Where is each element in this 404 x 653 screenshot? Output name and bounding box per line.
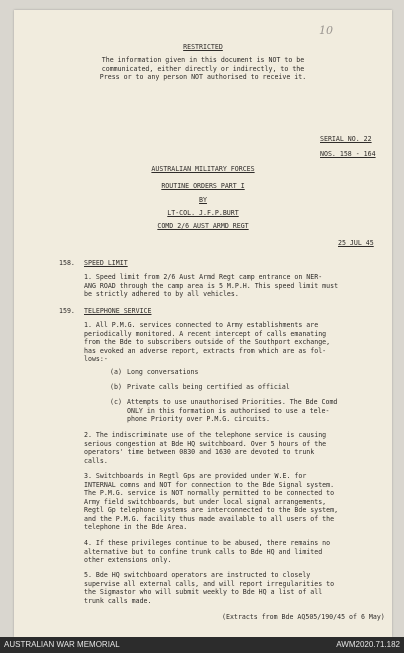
extract-note: (Extracts from Bde AQ505/190/45 of 6 May)	[222, 613, 385, 621]
classification-heading: RESTRICTED	[183, 43, 223, 51]
orders-title: ROUTINE ORDERS PART I	[161, 182, 245, 190]
serial-number: SERIAL NO. 22	[320, 135, 372, 143]
item-c-label: (c)	[110, 398, 122, 406]
para3-line-6: and the P.M.G. facility thus made available to all users of the	[84, 514, 335, 523]
document-page	[14, 10, 392, 637]
para4-line-1: 4. If these privileges continue to be abused, there remains no	[84, 539, 331, 547]
item-c-line-1: Attempts to use unauthorised Priorities. The Bde Comd	[127, 398, 338, 406]
force-heading: AUSTRALIAN MILITARY FORCES	[151, 165, 255, 173]
item-a-label: (a)	[110, 368, 122, 376]
para1-line-3: from the Bde to subscribers outside of the Southport exchange,	[84, 338, 331, 346]
para1-line-5: lows:-	[84, 355, 108, 363]
para4-line-3: other extensions only.	[84, 556, 172, 564]
footer-accession-number: AWM2020.71.182	[336, 640, 400, 649]
section-number-159: 159.	[59, 307, 75, 315]
officer-name: LT-COL. J.F.P.BURT	[167, 209, 239, 217]
para2-line-1: 2. The indiscriminate use of the telephone service is causing	[84, 431, 327, 439]
para3-line-4: Army field switchboards, but under local signal arrangements,	[84, 497, 327, 506]
by-line: BY	[199, 196, 207, 204]
para1-line-1: 1. All P.M.G. services connected to Army establishments are	[84, 321, 319, 329]
pencil-mark: 10	[319, 24, 333, 37]
archive-footer	[0, 637, 404, 653]
section-heading-speed-limit: SPEED LIMIT	[84, 259, 128, 267]
notice-line-3: Press or to any person NOT authorised to receive it.	[99, 73, 307, 81]
item-a-text: Long conversations	[127, 368, 199, 376]
para3-line-1: 3. Switchboards in Regtl Gps are provided under W.E. for	[84, 472, 307, 480]
footer-institution: AUSTRALIAN WAR MEMORIAL	[4, 640, 120, 649]
para3-line-7: telephone in the Bde Area.	[84, 523, 188, 531]
para5-line-1: 5. Bde HQ switchboard operators are instructed to closely	[84, 571, 311, 579]
command-line: COMD 2/6 AUST ARMD REGT	[157, 222, 249, 230]
para3-line-5: Regtl Gp telephone systems are interconnected to the Bde system,	[84, 506, 339, 514]
para3-line-2: INTERNAL comns and NOT for connection to the Bde Signal system.	[84, 480, 335, 489]
speed-line-1: 1. Speed limit from 2/6 Aust Armd Regt camp entrance on NER-	[84, 273, 323, 281]
para5-line-2: supervise all external calls, and will report irregularities to	[84, 579, 335, 588]
speed-line-2: ANG ROAD through the camp area is 5 M.P.H. This speed limit must	[84, 281, 339, 290]
para4-line-2: alternative but to confine trunk calls to Bde HQ and limited	[84, 547, 323, 556]
order-numbers: NOS. 158 - 164	[320, 150, 376, 158]
para3-line-3: The P.M.G. service is NOT normally permitted to be connected to	[84, 489, 335, 497]
para1-line-4: has evoked an adverse report, extracts from which are as fol-	[84, 346, 327, 355]
item-c-line-2: ONLY in this formation is authorised to use a tele-	[127, 406, 330, 415]
section-number-158: 158.	[59, 259, 75, 267]
speed-line-3: be strictly adhered to by all vehicles.	[84, 290, 239, 298]
item-b-text: Private calls being certified as official	[127, 383, 290, 391]
notice-line-1: The information given in this document is NOT to be	[101, 56, 305, 64]
para5-line-4: trunk calls made.	[84, 596, 152, 605]
para2-line-2: serious congestion at Bde HQ switchboard. Over 5 hours of the	[84, 439, 327, 448]
para2-line-3: operators' time between 0830 and 1630 are devoted to trunk	[84, 448, 315, 456]
item-c-line-3: phone Priority over P.M.G. circuits.	[127, 415, 270, 423]
para1-line-2: periodically monitored. A recent intercept of calls emanating	[84, 329, 327, 338]
section-heading-telephone: TELEPHONE SERVICE	[84, 307, 152, 315]
order-date: 25 JUL 45	[338, 239, 374, 247]
para2-line-4: calls.	[84, 456, 108, 465]
para5-line-3: the Sigmastor who will submit weekly to Bde HQ a list of all	[84, 588, 323, 596]
item-b-label: (b)	[110, 383, 122, 391]
notice-line-2: communicated, either directly or indirectly, to the	[101, 64, 305, 73]
